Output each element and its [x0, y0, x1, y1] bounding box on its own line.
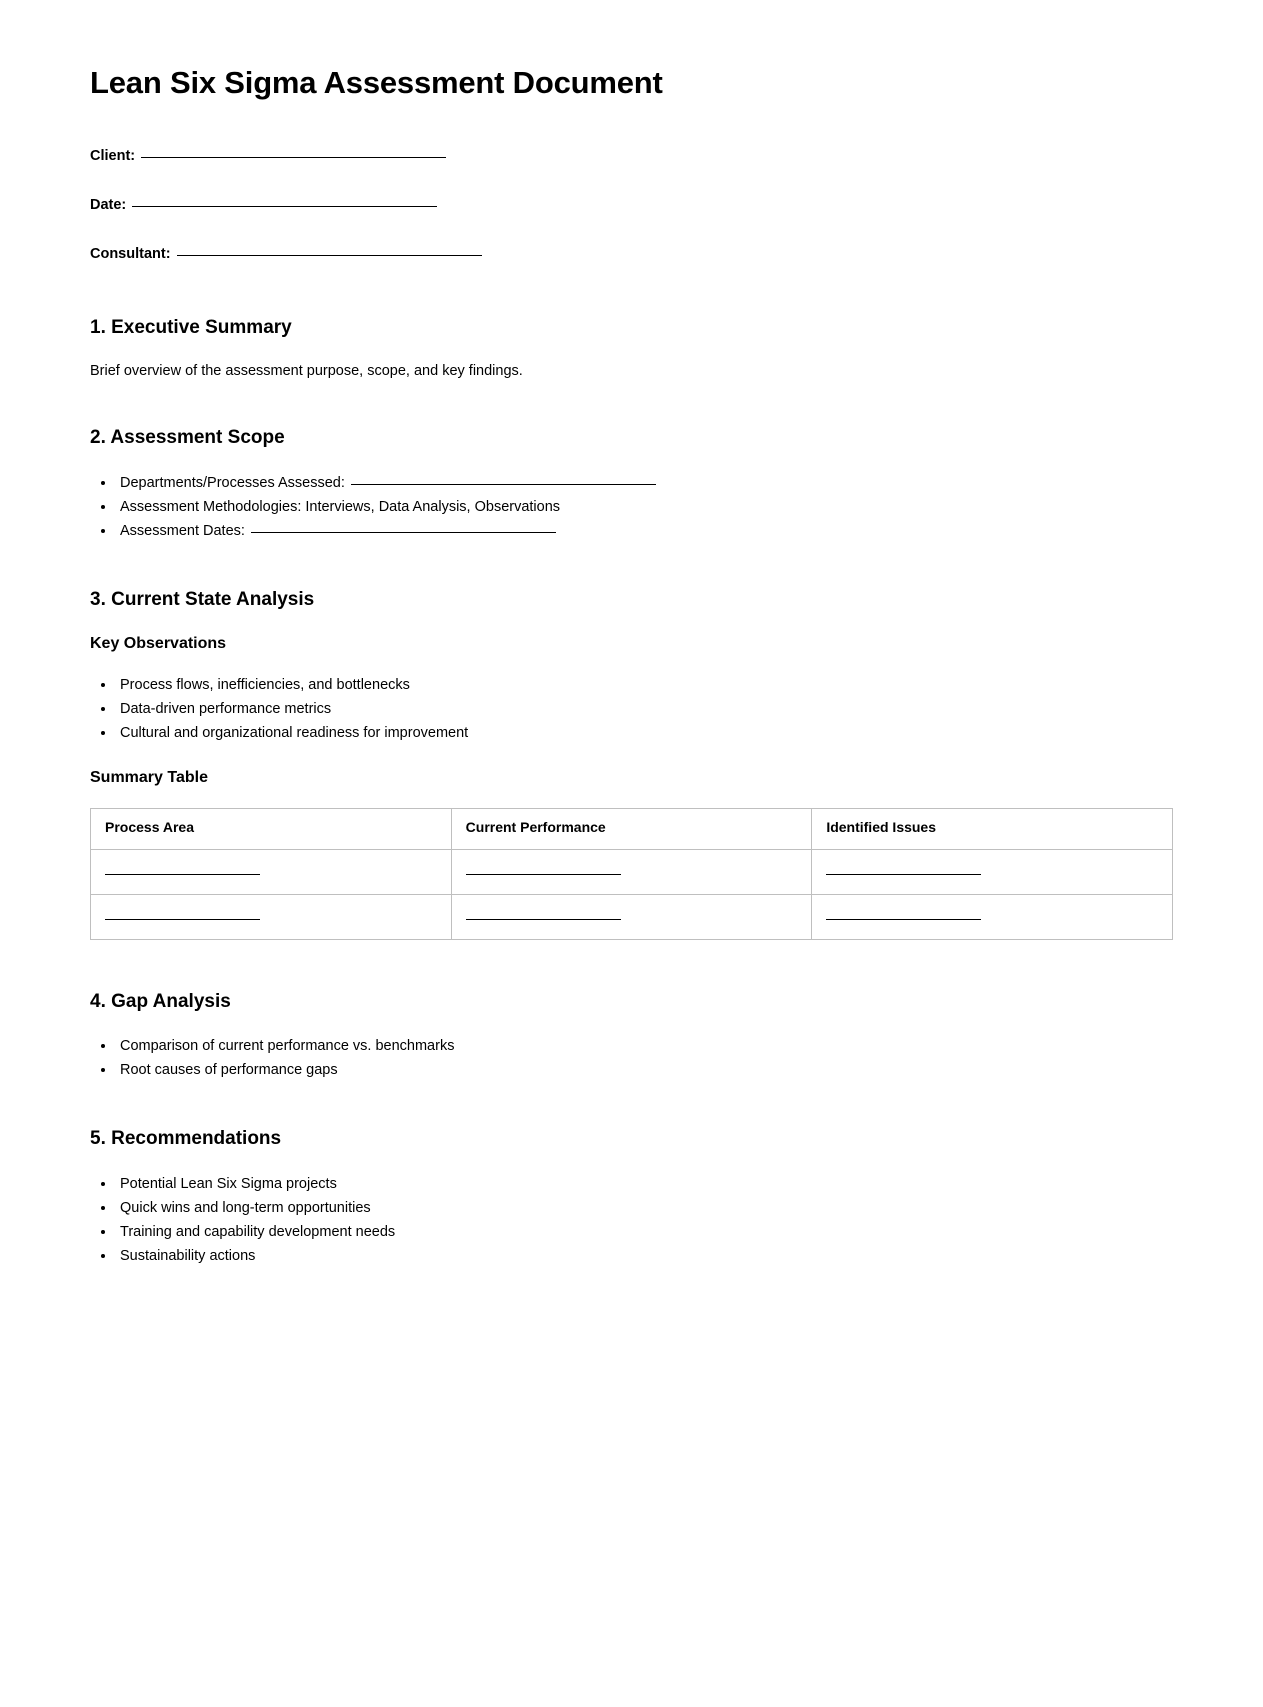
executive-summary-text: Brief overview of the assessment purpose, scope, and key findings.: [90, 363, 523, 380]
list-item: [116, 520, 1173, 544]
section-current-state-analysis: [90, 588, 1173, 940]
cell-fill-line[interactable]: [105, 860, 260, 875]
section-executive-summary: [90, 316, 1173, 383]
list-item: • Assessment Methodologies: Interviews, Data Analysis, Observations: [116, 496, 1173, 520]
date-label: Date:: [90, 197, 127, 214]
consultant-label: Consultant:: [90, 245, 171, 262]
list-item: • Potential Lean Six Sigma projects: [116, 1173, 1173, 1197]
section-heading-recommendations: 5. Recommendations: [90, 1128, 282, 1150]
recommendations-list: [90, 1173, 1173, 1269]
cell-fill-line[interactable]: [466, 860, 621, 875]
section-recommendations: [90, 1127, 1173, 1268]
list-item: • Sustainability actions: [116, 1245, 1173, 1269]
section-assessment-scope: [90, 426, 1173, 544]
spacer: [90, 746, 1173, 768]
cell-fill-line[interactable]: [466, 905, 621, 920]
cell-fill-line[interactable]: [826, 905, 981, 920]
consultant-fill-line[interactable]: [177, 255, 482, 256]
list-item: • Quick wins and long-term opportunities: [116, 1197, 1173, 1221]
consultant-field-row: [90, 245, 1173, 264]
key-observations-list: [90, 674, 1173, 746]
column-header-process-area: Process Area: [91, 808, 452, 849]
summary-table: [90, 808, 1173, 940]
list-item: [116, 472, 1173, 496]
scope-bullet-departments-label: Departments/Processes Assessed:: [120, 475, 345, 492]
column-header-identified-issues: Identified Issues: [812, 808, 1173, 849]
client-fill-line[interactable]: [141, 157, 446, 158]
list-item: • Root causes of performance gaps: [116, 1059, 1173, 1083]
summary-table-head: [91, 808, 1173, 849]
assessment-scope-list: [90, 472, 1173, 544]
gap-analysis-list: [90, 1035, 1173, 1083]
assessment-dates-fill-line[interactable]: [251, 532, 556, 533]
table-cell-identified-issues[interactable]: [812, 894, 1173, 939]
list-item: • Comparison of current performance vs. benchmarks: [116, 1035, 1173, 1059]
subheading-summary-table: Summary Table: [90, 768, 208, 786]
section-heading-current-state-analysis: 3. Current State Analysis: [90, 589, 315, 610]
cell-fill-line[interactable]: [826, 860, 981, 875]
table-cell-process-area[interactable]: [91, 894, 452, 939]
departments-fill-line[interactable]: [351, 484, 656, 485]
section-gap-analysis: [90, 990, 1173, 1084]
list-item: • Training and capability development needs: [116, 1221, 1173, 1245]
section-heading-assessment-scope: 2. Assessment Scope: [90, 427, 285, 449]
page-title: Lean Six Sigma Assessment Document: [90, 65, 663, 100]
table-header-row: [91, 808, 1173, 849]
section-heading-gap-analysis: 4. Gap Analysis: [90, 990, 231, 1012]
list-item: • Process flows, inefficiencies, and bottlenecks: [116, 674, 1173, 698]
list-item: • Cultural and organizational readiness for improvement: [116, 722, 1173, 746]
table-cell-identified-issues[interactable]: [812, 849, 1173, 894]
client-field-row: [90, 147, 1173, 166]
scope-bullet-dates-label: Assessment Dates:: [120, 523, 245, 540]
subheading-key-observations: Key Observations: [90, 634, 227, 652]
client-label: Client:: [90, 148, 136, 165]
section-heading-executive-summary: 1. Executive Summary: [90, 316, 292, 338]
table-row: [91, 894, 1173, 939]
column-header-current-performance: Current Performance: [451, 808, 812, 849]
table-row: [91, 849, 1173, 894]
list-item: • Data-driven performance metrics: [116, 698, 1173, 722]
cell-fill-line[interactable]: [105, 905, 260, 920]
table-cell-current-performance[interactable]: [451, 894, 812, 939]
date-fill-line[interactable]: [132, 206, 437, 207]
table-cell-process-area[interactable]: [91, 849, 452, 894]
table-cell-current-performance[interactable]: [451, 849, 812, 894]
date-field-row: [90, 196, 1173, 215]
summary-table-body: [91, 849, 1173, 939]
